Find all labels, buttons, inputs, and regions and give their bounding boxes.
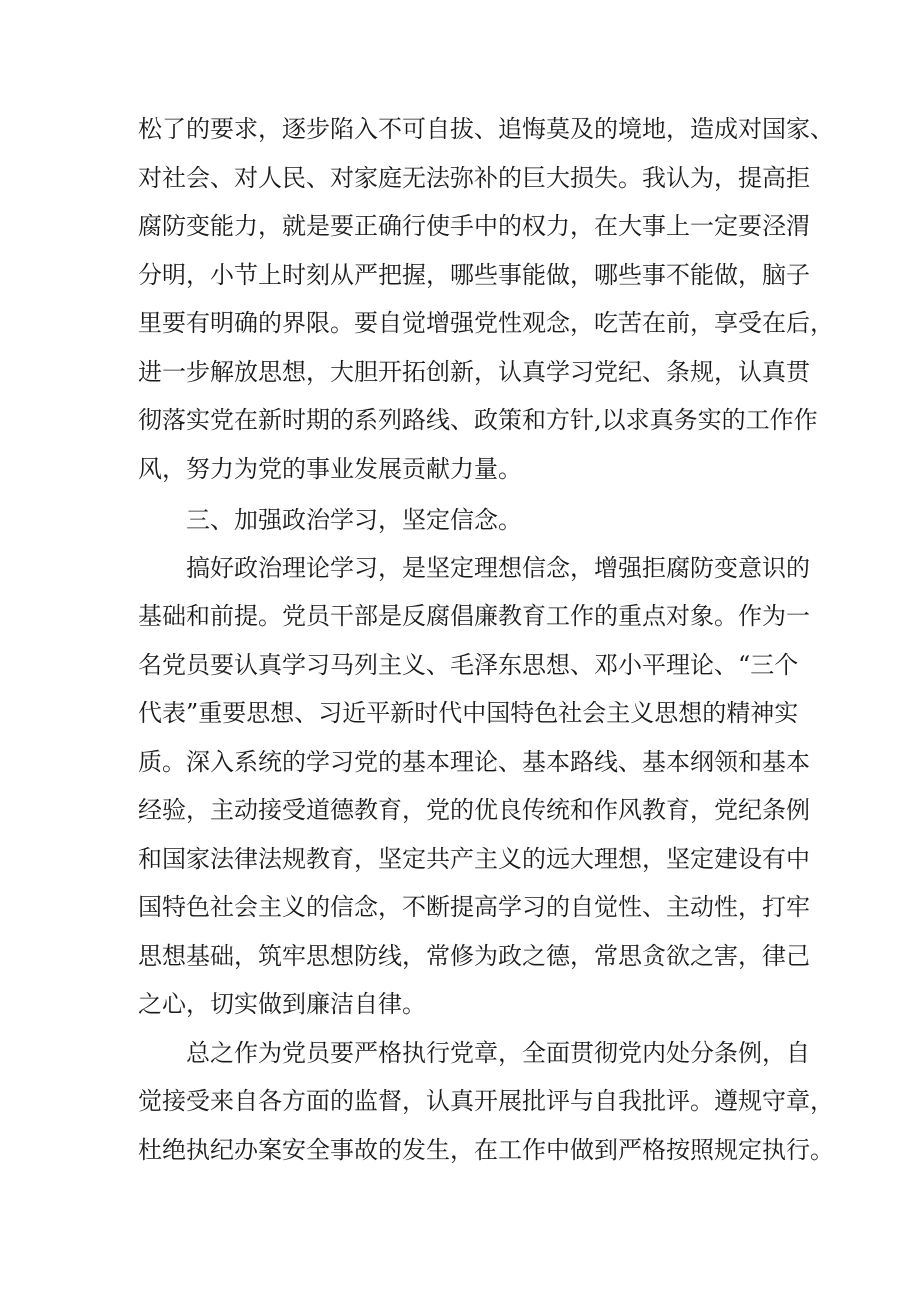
- paragraph-2-line-2: 基础和前提。党员干部是反腐倡廉教育工作的重点对象。作为一: [138, 602, 810, 630]
- paragraph-1-line-4: 分明，小节上时刻从严把握，哪些事能做，哪些事不能做，脑子: [138, 261, 810, 289]
- section-heading-3: 三、加强政治学习，坚定信念。: [186, 506, 522, 534]
- paragraph-1-line-7: 彻落实党在新时期的系列路线、政策和方针,以求真务实的工作作: [138, 406, 818, 434]
- paragraph-1-line-6: 进一步解放思想，大胆开拓创新，认真学习党纪、条规，认真贯: [138, 358, 810, 386]
- paragraph-2-line-3: 名党员要认真学习马列主义、毛泽东思想、邓小平理论、“三个: [138, 651, 799, 679]
- paragraph-1-line-3: 腐防变能力，就是要正确行使手中的权力，在大事上一定要泾渭: [138, 212, 810, 240]
- paragraph-1-line-2: 对社会、对人民、对家庭无法弥补的巨大损失。我认为，提高拒: [138, 164, 810, 192]
- paragraph-2-line-8: 国特色社会主义的信念，不断提高学习的自觉性、主动性，打牢: [138, 893, 810, 921]
- paragraph-3-line-3: 杜绝执纪办案安全事故的发生，在工作中做到严格按照规定执行。: [138, 1136, 834, 1164]
- paragraph-2-line-10: 之心，切实做到廉洁自律。: [138, 990, 426, 1018]
- paragraph-2-line-7: 和国家法律法规教育，坚定共产主义的远大理想，坚定建设有中: [138, 845, 810, 873]
- paragraph-2-line-4: 代表”重要思想、习近平新时代中国特色社会主义思想的精神实: [138, 699, 799, 727]
- paragraph-2-line-9: 思想基础，筑牢思想防线，常修为政之德，常思贪欲之害，律己: [138, 942, 810, 970]
- paragraph-2-line-5: 质。深入系统的学习党的基本理论、基本路线、基本纲领和基本: [138, 748, 810, 776]
- paragraph-1-line-1: 松了的要求，逐步陷入不可自拔、追悔莫及的境地，造成对国家、: [138, 115, 834, 143]
- paragraph-2-line-6: 经验，主动接受道德教育，党的优良传统和作风教育，党纪条例: [138, 796, 810, 824]
- paragraph-1-line-5: 里要有明确的界限。要自觉增强党性观念，吃苦在前，享受在后，: [138, 309, 834, 337]
- paragraph-2-line-1: 搞好政治理论学习，是坚定理想信念，增强拒腐防变意识的: [186, 554, 810, 582]
- paragraph-3-line-1: 总之作为党员要严格执行党章，全面贯彻党内处分条例，自: [186, 1039, 810, 1067]
- paragraph-1-line-8: 风，努力为党的事业发展贡献力量。: [138, 455, 522, 483]
- paragraph-3-line-2: 觉接受来自各方面的监督，认真开展批评与自我批评。遵规守章，: [138, 1087, 834, 1115]
